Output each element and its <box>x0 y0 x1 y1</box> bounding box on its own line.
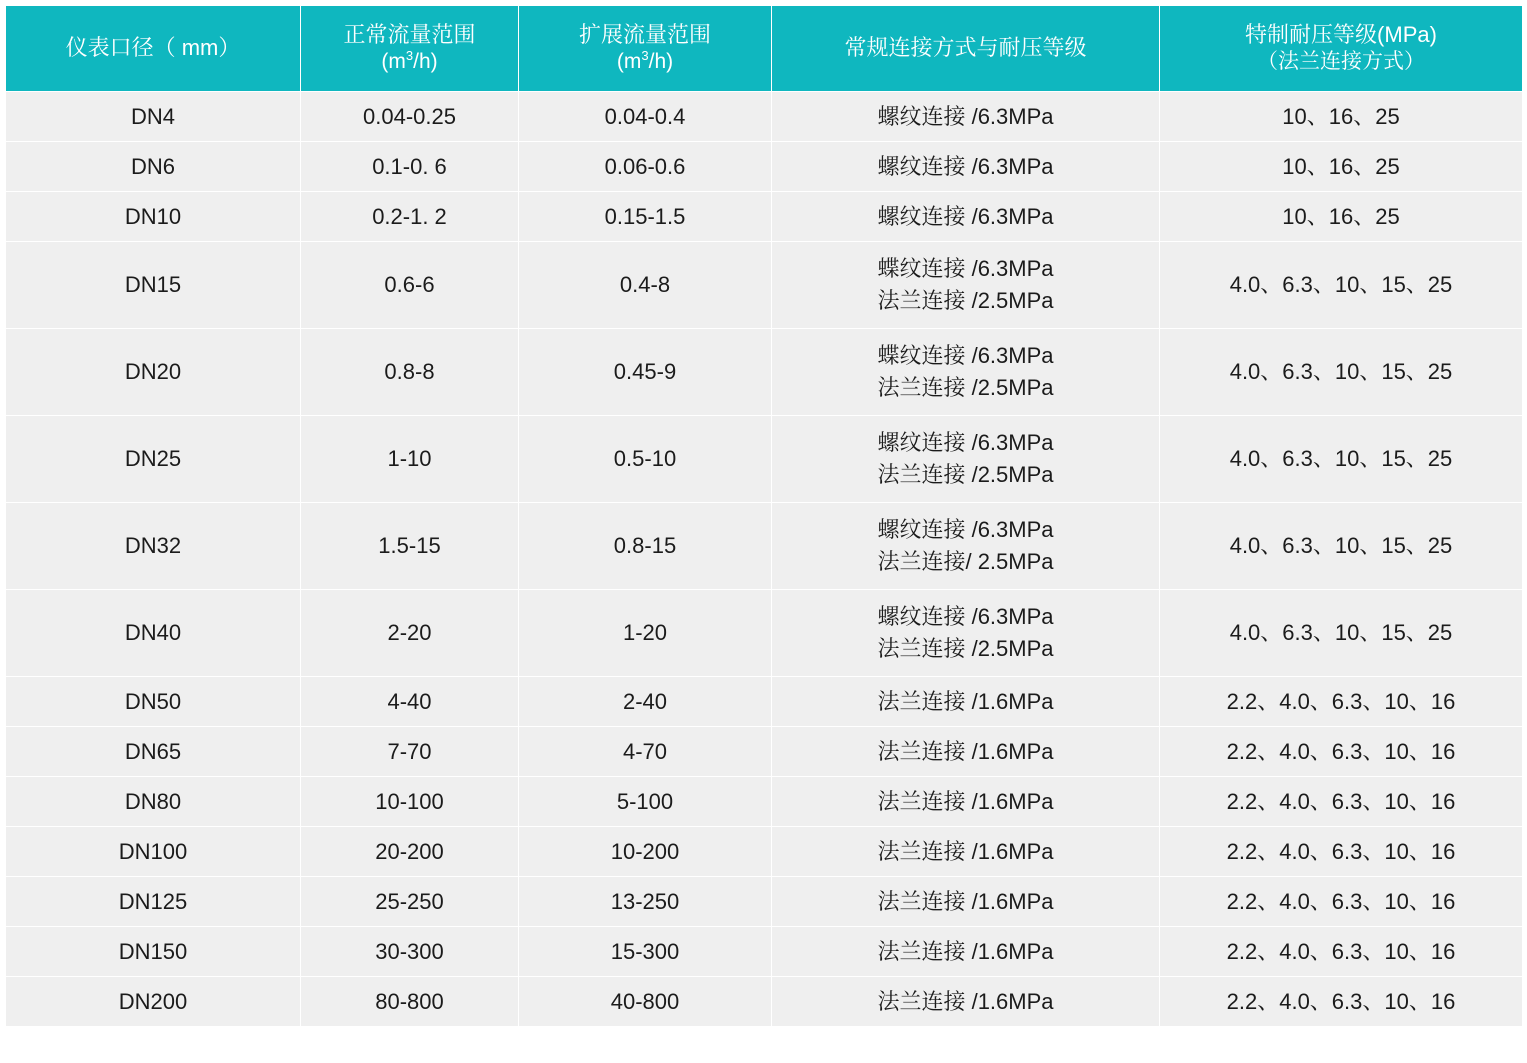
cell-special-pressure: 4.0、6.3、10、15、25 <box>1160 503 1523 590</box>
table-header-row <box>6 6 1523 92</box>
cell-diameter: DN100 <box>6 827 301 877</box>
cell-normal-flow: 7-70 <box>301 727 519 777</box>
connection-line: 螺纹连接 /6.3MPa <box>877 604 1054 630</box>
cell-normal-flow: 25-250 <box>301 877 519 927</box>
table-row <box>6 877 1523 927</box>
cell-diameter: DN6 <box>6 142 301 192</box>
connection-line: 螺纹连接 /6.3MPa <box>877 517 1054 543</box>
cell-extended-flow: 13-250 <box>519 877 772 927</box>
table-row <box>6 677 1523 727</box>
cell-special-pressure: 2.2、4.0、6.3、10、16 <box>1160 777 1523 827</box>
cell-diameter: DN4 <box>6 92 301 142</box>
column-header-special-pressure-sub: （法兰连接方式） <box>1257 50 1425 74</box>
table-header <box>6 6 1523 92</box>
cell-diameter: DN25 <box>6 416 301 503</box>
column-header-special-pressure-main: 特制耐压等级(MPa) <box>1245 21 1437 47</box>
cell-extended-flow: 4-70 <box>519 727 772 777</box>
connection-line: 法兰连接 /1.6MPa <box>877 738 1054 764</box>
cell-normal-flow: 1-10 <box>301 416 519 503</box>
table-row <box>6 142 1523 192</box>
connection-line: 法兰连接/ 2.5MPa <box>877 549 1054 574</box>
cell-special-pressure: 4.0、6.3、10、15、25 <box>1160 242 1523 329</box>
cell-special-pressure: 2.2、4.0、6.3、10、16 <box>1160 677 1523 727</box>
cell-diameter: DN65 <box>6 727 301 777</box>
connection-line: 法兰连接 /2.5MPa <box>877 288 1054 313</box>
column-header-normal-flow-unit: $(m^3/h)$ <box>381 48 438 74</box>
connection-line: 螺纹连接 /6.3MPa <box>877 103 1054 129</box>
cell-extended-flow: 0.4-8 <box>519 242 772 329</box>
cell-extended-flow: 40-800 <box>519 977 772 1027</box>
cell-normal-flow: 1.5-15 <box>301 503 519 590</box>
column-header-extended-flow <box>519 6 772 92</box>
connection-line: 法兰连接 /2.5MPa <box>877 462 1054 487</box>
cell-extended-flow: 0.45-9 <box>519 329 772 416</box>
connection-line: 蝶纹连接 /6.3MPa <box>877 343 1054 369</box>
cell-connection <box>772 927 1160 977</box>
table-row <box>6 590 1523 677</box>
cell-special-pressure: 4.0、6.3、10、15、25 <box>1160 329 1523 416</box>
cell-diameter: DN125 <box>6 877 301 927</box>
cell-extended-flow: 1-20 <box>519 590 772 677</box>
connection-line: 螺纹连接 /6.3MPa <box>877 153 1054 179</box>
connection-line: 法兰连接 /1.6MPa <box>877 938 1054 964</box>
cell-special-pressure: 2.2、4.0、6.3、10、16 <box>1160 977 1523 1027</box>
connection-line: 法兰连接 /1.6MPa <box>877 688 1054 714</box>
cell-normal-flow: 0.1-0. 6 <box>301 142 519 192</box>
cell-special-pressure: 4.0、6.3、10、15、25 <box>1160 416 1523 503</box>
cell-connection <box>772 329 1160 416</box>
cell-connection <box>772 777 1160 827</box>
cell-diameter: DN40 <box>6 590 301 677</box>
cell-normal-flow: 10-100 <box>301 777 519 827</box>
cell-normal-flow: 2-20 <box>301 590 519 677</box>
cell-special-pressure: 2.2、4.0、6.3、10、16 <box>1160 927 1523 977</box>
table-row <box>6 92 1523 142</box>
cell-diameter: DN15 <box>6 242 301 329</box>
cell-extended-flow: 0.04-0.4 <box>519 92 772 142</box>
cell-extended-flow: 0.15-1.5 <box>519 192 772 242</box>
connection-line: 法兰连接 /1.6MPa <box>877 888 1054 914</box>
cell-extended-flow: 2-40 <box>519 677 772 727</box>
cell-special-pressure: 4.0、6.3、10、15、25 <box>1160 590 1523 677</box>
cell-diameter: DN150 <box>6 927 301 977</box>
column-header-diameter <box>6 6 301 92</box>
connection-line: 法兰连接 /2.5MPa <box>877 375 1054 400</box>
connection-line: 法兰连接 /1.6MPa <box>877 788 1054 814</box>
connection-line: 法兰连接 /1.6MPa <box>877 988 1054 1014</box>
cell-special-pressure: 10、16、25 <box>1160 142 1523 192</box>
cell-extended-flow: 0.8-15 <box>519 503 772 590</box>
cell-diameter: DN10 <box>6 192 301 242</box>
column-header-normal-flow-main: 正常流量范围 <box>343 21 476 47</box>
cell-extended-flow: 15-300 <box>519 927 772 977</box>
connection-line: 螺纹连接 /6.3MPa <box>877 430 1054 456</box>
cell-special-pressure: 2.2、4.0、6.3、10、16 <box>1160 827 1523 877</box>
table-row <box>6 242 1523 329</box>
cell-connection <box>772 977 1160 1027</box>
cell-normal-flow: 20-200 <box>301 827 519 877</box>
flowmeter-specification-table <box>5 5 1523 1027</box>
cell-extended-flow: 0.5-10 <box>519 416 772 503</box>
column-header-diameter-main: 仪表口径（ mm） <box>65 35 241 61</box>
table-row <box>6 503 1523 590</box>
cell-diameter: DN20 <box>6 329 301 416</box>
column-header-special-pressure <box>1160 6 1523 92</box>
cell-extended-flow: 5-100 <box>519 777 772 827</box>
table-row <box>6 827 1523 877</box>
cell-connection <box>772 677 1160 727</box>
cell-normal-flow: 4-40 <box>301 677 519 727</box>
cell-normal-flow: 0.6-6 <box>301 242 519 329</box>
connection-line: 螺纹连接 /6.3MPa <box>877 203 1054 229</box>
connection-line: 法兰连接 /2.5MPa <box>877 636 1054 661</box>
table-row <box>6 977 1523 1027</box>
cell-normal-flow: 0.2-1. 2 <box>301 192 519 242</box>
column-header-connection-main: 常规连接方式与耐压等级 <box>844 35 1087 61</box>
cell-extended-flow: 0.06-0.6 <box>519 142 772 192</box>
table-row <box>6 927 1523 977</box>
column-header-extended-flow-main: 扩展流量范围 <box>578 21 711 47</box>
table-row <box>6 416 1523 503</box>
cell-special-pressure: 10、16、25 <box>1160 92 1523 142</box>
cell-normal-flow: 0.8-8 <box>301 329 519 416</box>
cell-extended-flow: 10-200 <box>519 827 772 877</box>
cell-connection <box>772 877 1160 927</box>
cell-normal-flow: 30-300 <box>301 927 519 977</box>
table-row <box>6 192 1523 242</box>
cell-special-pressure: 2.2、4.0、6.3、10、16 <box>1160 727 1523 777</box>
column-header-normal-flow <box>301 6 519 92</box>
cell-connection <box>772 727 1160 777</box>
cell-connection <box>772 92 1160 142</box>
cell-connection <box>772 142 1160 192</box>
cell-connection <box>772 242 1160 329</box>
cell-special-pressure: 2.2、4.0、6.3、10、16 <box>1160 877 1523 927</box>
table-body <box>6 92 1523 1027</box>
cell-diameter: DN200 <box>6 977 301 1027</box>
table-row <box>6 777 1523 827</box>
cell-connection <box>772 503 1160 590</box>
column-header-connection <box>772 6 1160 92</box>
cell-diameter: DN80 <box>6 777 301 827</box>
cell-normal-flow: 0.04-0.25 <box>301 92 519 142</box>
cell-diameter: DN50 <box>6 677 301 727</box>
connection-line: 法兰连接 /1.6MPa <box>877 838 1054 864</box>
cell-special-pressure: 10、16、25 <box>1160 192 1523 242</box>
cell-connection <box>772 192 1160 242</box>
cell-connection <box>772 590 1160 677</box>
column-header-extended-flow-unit: $(m^3/h)$ <box>616 48 674 74</box>
table-row <box>6 329 1523 416</box>
cell-normal-flow: 80-800 <box>301 977 519 1027</box>
cell-connection <box>772 416 1160 503</box>
table-row <box>6 727 1523 777</box>
cell-diameter: DN32 <box>6 503 301 590</box>
cell-connection <box>772 827 1160 877</box>
connection-line: 蝶纹连接 /6.3MPa <box>877 256 1054 282</box>
